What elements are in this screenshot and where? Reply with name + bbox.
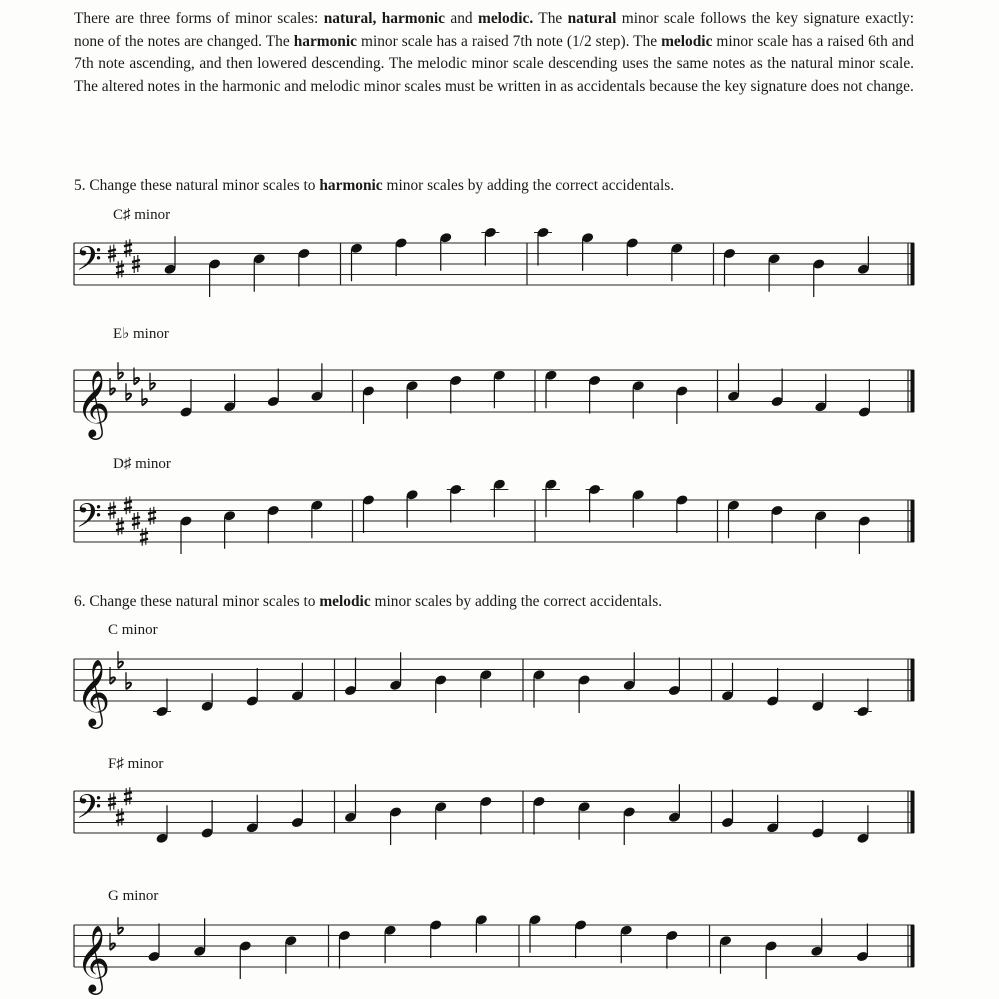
intro-bold-term: melodic. [478, 10, 534, 27]
sharp-icon [116, 808, 124, 826]
sharp-bar [108, 804, 116, 806]
sharp-bar [148, 518, 156, 520]
flat-bowl [126, 394, 131, 401]
sharp-bar [132, 260, 140, 262]
note [766, 795, 780, 834]
note [856, 924, 870, 963]
note [581, 232, 595, 271]
note [675, 385, 689, 424]
sharp-bar [140, 533, 148, 535]
note [631, 380, 645, 419]
note [814, 510, 828, 549]
bass-clef-icon: 𝄢 [76, 497, 102, 544]
note [344, 658, 358, 697]
flat-bowl [110, 388, 115, 395]
scale-staff [74, 362, 914, 440]
instruction-keyword: harmonic [319, 177, 383, 194]
note [622, 806, 636, 845]
sharp-bar [116, 813, 124, 815]
treble-clef-icon: 𝄞 [76, 369, 111, 437]
note [812, 258, 826, 297]
note [223, 374, 237, 413]
note [179, 515, 193, 554]
sharp-icon [124, 787, 132, 805]
note [266, 505, 280, 544]
note [434, 674, 448, 713]
scale-label: G minor [108, 888, 159, 904]
note [625, 237, 639, 276]
note [856, 805, 870, 844]
sharp-bar [124, 244, 132, 246]
note [665, 930, 679, 969]
note [362, 385, 376, 424]
flat-icon [118, 917, 123, 934]
note [310, 363, 324, 402]
note [297, 248, 311, 287]
note [544, 369, 558, 408]
sharp-bar [108, 507, 116, 509]
flat-bowl [150, 383, 155, 390]
scale-staff [74, 784, 914, 845]
note [405, 489, 419, 528]
scale-label: E♭ minor [113, 326, 169, 342]
note [266, 369, 280, 408]
note [350, 242, 364, 281]
sharp-icon [116, 517, 124, 535]
intro-text: minor scale has a raised 6th and 7th note ascending, and then lowered descending. The melodic minor scale descending uses the same notes as the natural minor scale. The altered notes in the harmonic and melodic minor scales must be written in as accidentals because the key signature does not change. [74, 32, 915, 95]
note [179, 379, 193, 418]
note [544, 478, 558, 517]
note [155, 805, 169, 844]
note [668, 658, 682, 697]
note [383, 924, 397, 963]
note [338, 930, 352, 969]
note [532, 796, 546, 835]
scale-label: D♯ minor [113, 456, 171, 472]
note [857, 236, 871, 275]
bass-clef-icon: 𝄢 [76, 788, 102, 835]
scale-staff [74, 227, 914, 297]
note [532, 669, 546, 708]
sharp-bar [140, 539, 148, 541]
sharp-bar [132, 517, 140, 519]
note [291, 663, 305, 702]
note [767, 253, 781, 292]
treble-clef-icon: 𝄞 [76, 924, 111, 992]
intro-bold-term: natural, harmonic [323, 10, 445, 27]
note [208, 258, 222, 297]
note [577, 674, 591, 713]
flat-icon [126, 672, 131, 689]
note [588, 484, 602, 523]
note [770, 505, 784, 544]
note [619, 924, 633, 963]
intro-text: minor scale follows the key signature exactly: none of the notes are changed. The [74, 10, 914, 50]
flat-bowl [110, 677, 115, 684]
flat-icon [118, 362, 123, 379]
flat-bowl [118, 662, 123, 669]
note [810, 918, 824, 957]
sharp-bar [132, 266, 140, 268]
sharp-icon [124, 496, 132, 514]
note [577, 801, 591, 840]
note [493, 369, 507, 408]
note [727, 363, 741, 402]
sharp-icon [148, 507, 156, 525]
note [721, 663, 735, 702]
scale-staff [74, 914, 914, 995]
note [856, 679, 870, 718]
flat-bowl [118, 928, 123, 935]
note [223, 510, 237, 549]
sharp-bar [116, 819, 124, 821]
note [719, 935, 733, 974]
sharp-bar [124, 798, 132, 800]
flat-bowl [142, 399, 147, 406]
note [291, 790, 305, 829]
intro-text: minor scale has a raised 7th note (1/2 step). The [356, 32, 662, 50]
note [727, 499, 741, 538]
instruction-keyword: melodic [319, 593, 371, 610]
note [252, 253, 266, 292]
sharp-bar [124, 792, 132, 794]
note [147, 924, 161, 963]
note [668, 784, 682, 823]
note [434, 801, 448, 840]
sharp-bar [116, 522, 124, 524]
note [284, 935, 298, 974]
instruction-text: Change these natural minor scales to [89, 177, 316, 194]
instruction-text: minor scales by adding the correct accidentals. [386, 177, 675, 194]
intro-text: The [533, 10, 568, 27]
note [670, 242, 684, 281]
note [723, 248, 737, 287]
sharp-bar [124, 501, 132, 503]
note [362, 494, 376, 533]
sharp-bar [108, 256, 116, 258]
note [721, 790, 735, 829]
flat-icon [126, 383, 131, 400]
note [811, 800, 825, 839]
note [200, 673, 214, 712]
scale-staff [74, 651, 914, 729]
flat-bowl [118, 373, 123, 380]
treble-clef-icon: 𝄞 [76, 658, 111, 726]
instruction-text: minor scales by adding the correct accidentals. [374, 593, 663, 610]
intro-bold-term: harmonic [293, 32, 357, 50]
note [163, 236, 177, 275]
sharp-bar [124, 250, 132, 252]
intro-text: There are three forms of minor scales: [74, 10, 324, 27]
note [394, 237, 408, 276]
note [449, 484, 463, 523]
note [310, 499, 324, 538]
note [528, 914, 542, 953]
sharp-bar [116, 528, 124, 530]
instruction-text: Change these natural minor scales to [89, 593, 316, 610]
scale-label: C♯ minor [113, 207, 171, 223]
sharp-bar [132, 523, 140, 525]
flat-icon [150, 373, 155, 390]
note [631, 489, 645, 528]
note [155, 679, 169, 718]
flat-bowl [126, 683, 131, 690]
note [193, 918, 207, 957]
scale-label: C minor [108, 622, 158, 638]
note [858, 515, 872, 554]
flat-icon [118, 651, 123, 668]
note [675, 494, 689, 533]
sharp-icon [116, 260, 124, 278]
sharp-icon [124, 239, 132, 257]
note [245, 668, 259, 707]
exercise-number: 6. [74, 593, 86, 610]
note [622, 652, 636, 691]
intro-bold-term: natural [567, 10, 617, 27]
intro-bold-term: melodic [661, 32, 713, 50]
flat-bowl [110, 943, 115, 950]
note [858, 379, 872, 418]
note [811, 673, 825, 712]
sharp-bar [124, 507, 132, 509]
note [814, 374, 828, 413]
note [245, 795, 259, 834]
note [344, 784, 358, 823]
sharp-bar [116, 265, 124, 267]
note [766, 668, 780, 707]
note [389, 806, 403, 845]
note [588, 375, 602, 414]
note [493, 478, 507, 517]
note [475, 914, 489, 953]
note [429, 919, 443, 958]
bass-clef-icon: 𝄢 [76, 240, 102, 287]
note [449, 375, 463, 414]
note [574, 919, 588, 958]
scale-label: F♯ minor [108, 756, 164, 772]
sharp-bar [148, 512, 156, 514]
flat-bowl [134, 378, 139, 385]
sharp-icon [140, 528, 148, 546]
note [479, 669, 493, 708]
note [389, 652, 403, 691]
sharp-bar [108, 798, 116, 800]
intro-text: and [445, 10, 479, 27]
sharp-bar [108, 250, 116, 252]
note [200, 800, 214, 839]
note [484, 227, 498, 266]
note [479, 796, 493, 835]
note [405, 380, 419, 419]
note [770, 369, 784, 408]
scale-staff [74, 478, 914, 554]
note [764, 940, 778, 979]
note [238, 940, 252, 979]
exercise-number: 5. [74, 177, 86, 194]
note [536, 227, 550, 266]
sharp-bar [108, 513, 116, 515]
sharp-bar [116, 271, 124, 273]
note [439, 232, 453, 271]
